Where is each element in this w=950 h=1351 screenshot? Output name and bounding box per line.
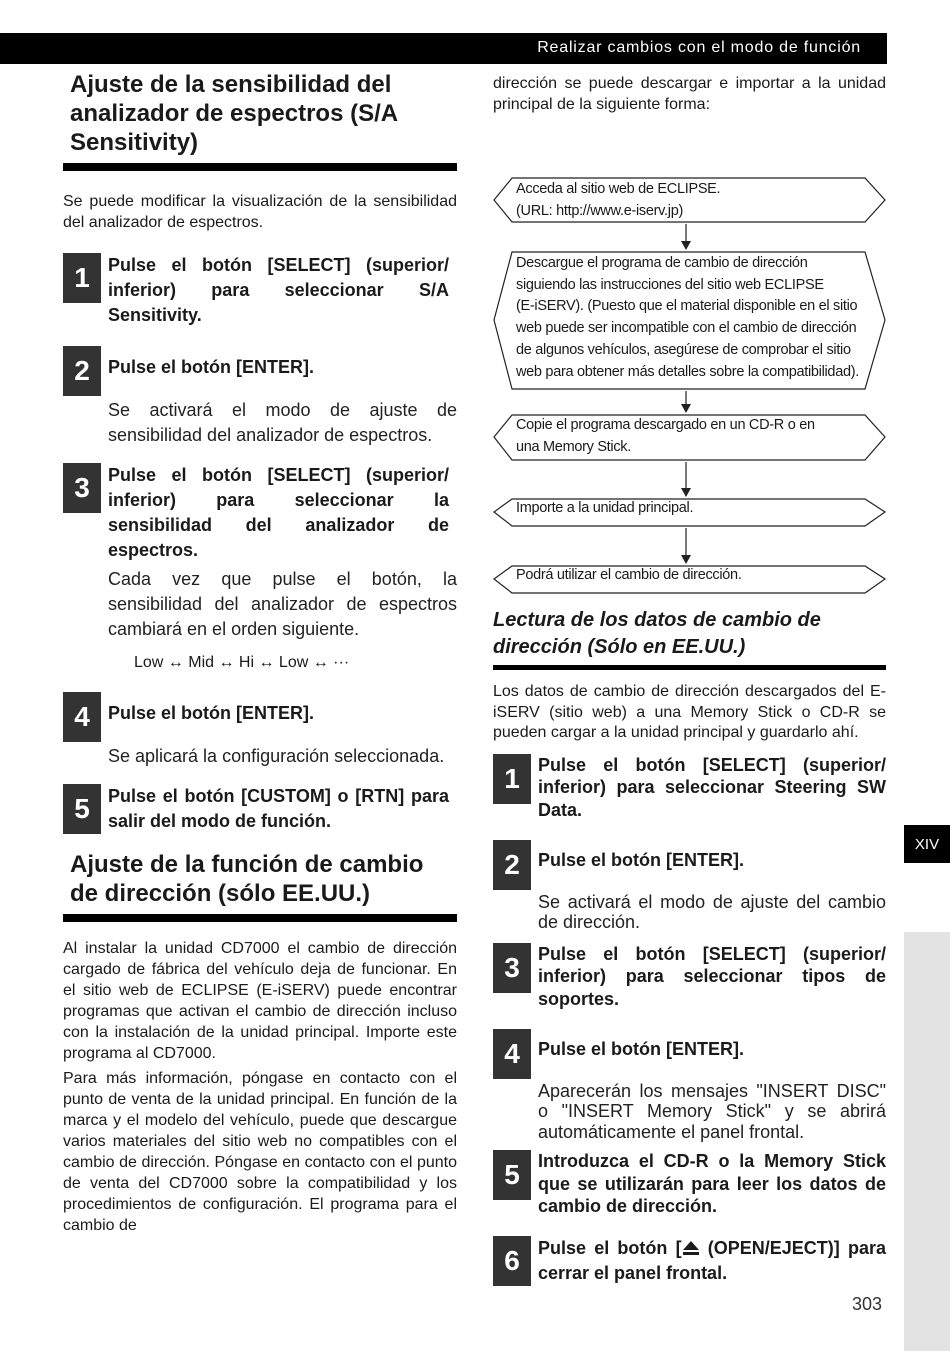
flow-step-1: [493, 177, 886, 223]
right-step-2: [493, 840, 886, 933]
step-4: [63, 692, 457, 769]
procedure-flowchart: [493, 115, 886, 595]
flow-line: una Memory Stick.: [516, 438, 631, 455]
header-bar: [0, 33, 887, 64]
step-number: 5: [493, 1150, 531, 1200]
step-title: Pulse el botón [ENTER].: [538, 850, 745, 870]
step-title-post: (OPEN/EJECT)] para cerrar el panel frontal.: [538, 1237, 886, 1283]
flow-step-text: [516, 253, 859, 383]
flow-line: Podrá utilizar el cambio de dirección.: [516, 567, 742, 583]
flow-line: web para obtener más detalles sobre la compatibilidad).: [516, 363, 859, 380]
chapter-tab: XIV: [904, 825, 950, 863]
step-number: 4: [63, 692, 101, 742]
side-strip: [904, 932, 950, 1351]
step-number: 2: [63, 346, 101, 396]
flow-step-2: [493, 251, 886, 390]
steering-para-2: Para más información, póngase en contacto con el punto de venta de la unidad principal. En función de la marca y el modelo del vehículo, puede que descargue varios materiales del sitio web no compatibles con el cambio de dirección. Póngase en contacto con el punto de venta del CD7000 sobre la compatibilidad y los procedimientos de configuración. El programa para el cambio de: [63, 1070, 457, 1234]
flow-line: Descargue el programa de cambio de dirección: [516, 255, 808, 271]
flow-line: Acceda al sitio web de ECLIPSE.: [516, 181, 721, 197]
step-title: Pulse el botón [SELECT] (superior/ inferior) para seleccionar S/A Sensitivity.: [108, 255, 449, 325]
title-rule: [493, 665, 886, 670]
flow-step-text: [516, 498, 693, 520]
step-title: Pulse el botón [ENTER].: [538, 1039, 745, 1059]
section-title-reading-data: Lectura de los datos de cambio de dirección (Sólo en EE.UU.): [493, 609, 821, 658]
flow-step-5: [493, 565, 886, 594]
header-section-title: Realizar cambios con el modo de función: [537, 39, 861, 56]
sensitivity-sequence: Low ↔ Mid ↔ Hi ↔ Low ↔ ···: [134, 654, 350, 671]
step-title: Pulse el botón [ENTER].: [108, 703, 315, 723]
section-title-steering-change: Ajuste de la función de cambio de dirección (sólo EE.UU.): [70, 851, 424, 907]
step-number: 6: [493, 1236, 531, 1286]
flow-arrow-down: [679, 391, 693, 414]
title-rule: [63, 163, 457, 171]
step-number: 5: [63, 784, 101, 834]
step-5: [63, 784, 457, 834]
flow-step-text: [516, 565, 742, 587]
step-3: [63, 463, 457, 674]
page-number: 303: [852, 1294, 883, 1314]
right-step-6: [493, 1236, 886, 1286]
flow-line: Importe a la unidad principal.: [516, 500, 694, 516]
step-body: Se aplicará la configuración seleccionada.: [108, 746, 445, 766]
right-step-1: [493, 754, 886, 822]
step-1: [63, 253, 457, 328]
step-title: Introduzca el CD-R o la Memory Stick que se utilizarán para leer los datos de cambio de dirección.: [538, 1151, 886, 1216]
title-rule: [63, 914, 457, 922]
step-number: 4: [493, 1029, 531, 1079]
flow-arrow-down: [679, 528, 693, 565]
reading-intro: Los datos de cambio de dirección descargados del E-iSERV (sitio web) a una Memory Stick o CD-R se pueden cargar a la unidad principal y guardarlo ahí.: [493, 683, 886, 741]
right-step-5: [493, 1150, 886, 1218]
step-number: 3: [493, 943, 531, 993]
section-title-sa-sensitivity: Ajuste de la sensibilidad del analizador de espectros (S/A Sensitivity): [70, 71, 398, 156]
step-title: Pulse el botón [SELECT] (superior/ inferior) para seleccionar la sensibilidad del analizador de espectros.: [108, 465, 449, 560]
step-title: Pulse el botón [SELECT] (superior/ inferior) para seleccionar Steering SW Data.: [538, 754, 886, 820]
step-number: 1: [493, 754, 531, 804]
flow-line: web puede ser incompatible con el cambio de dirección: [516, 320, 857, 337]
flow-arrow-down: [679, 462, 693, 498]
flow-line: (E-iSERV). (Puesto que el material disponible en el sitio: [516, 298, 858, 315]
step-title: Pulse el botón [SELECT] (superior/ inferior) para seleccionar tipos de soportes.: [538, 943, 886, 1009]
step-title: [538, 1236, 886, 1286]
flow-line: (URL: http://www.e-iserv.jp): [516, 202, 683, 219]
continued-text: dirección se puede descargar e importar a la unidad principal de la siguiente forma:: [493, 75, 886, 113]
step-number: 3: [63, 463, 101, 513]
flow-arrow-down: [679, 224, 693, 251]
flow-step-text: [516, 415, 815, 458]
step-title-pre: Pulse el botón [: [538, 1237, 682, 1258]
steering-para-1: Al instalar la unidad CD7000 el cambio de dirección cargado de fábrica del vehículo deja de funcionar. En el sitio web de ECLIPSE (E-iSERV) puede encontrar programas que activan el cambio de dirección incluso con la instalación de la unidad principal. Importe este programa al CD7000.: [63, 940, 457, 1062]
right-column: [493, 70, 886, 1286]
left-column: [63, 70, 457, 1236]
step-body: Se activará el modo de ajuste del cambio de dirección.: [538, 891, 886, 932]
intro-text: Se puede modificar la visualización de la sensibilidad del analizador de espectros.: [63, 193, 457, 231]
step-number: 2: [493, 840, 531, 890]
right-step-4: [493, 1029, 886, 1142]
right-step-3: [493, 943, 886, 1011]
flow-line: Copie el programa descargado en un CD-R o en: [516, 417, 815, 433]
step-title: Pulse el botón [CUSTOM] o [RTN] para salir del modo de función.: [108, 786, 449, 831]
eject-icon: [682, 1240, 700, 1256]
step-body: Se activará el modo de ajuste de sensibilidad del analizador de espectros.: [108, 400, 457, 445]
step-body: Cada vez que pulse el botón, la sensibilidad del analizador de espectros cambiará en el orden siguiente.: [108, 569, 457, 639]
flow-line: siguiendo las instrucciones del sitio web ECLIPSE: [516, 276, 824, 293]
step-2: [63, 346, 457, 448]
step-title: Pulse el botón [ENTER].: [108, 357, 315, 377]
flow-line: de algunos vehículos, asegúrese de comprobar el sitio: [516, 341, 851, 358]
flow-step-4: [493, 498, 886, 527]
step-number: 1: [63, 253, 101, 303]
flow-step-text: [516, 179, 720, 222]
flow-step-3: [493, 414, 886, 461]
step-body: Aparecerán los mensajes "INSERT DISC" o "INSERT Memory Stick" y se abrirá automáticamente el panel frontal.: [538, 1080, 886, 1142]
